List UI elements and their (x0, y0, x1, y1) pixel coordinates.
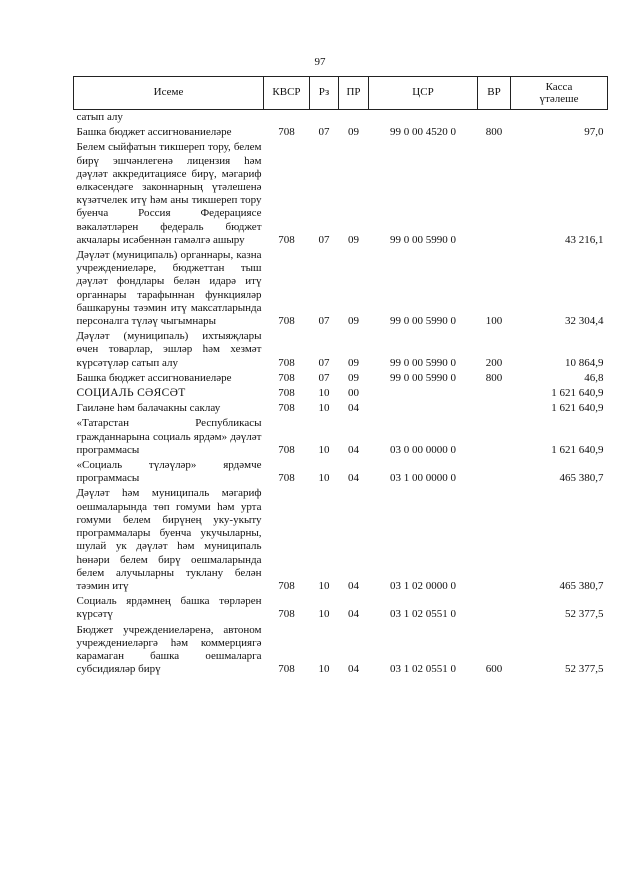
table-row (74, 458, 608, 486)
row-amount: 465 380,7 (559, 472, 604, 485)
row-pr: 09 (348, 371, 359, 384)
row-pr: 04 (348, 402, 359, 415)
row-csr: 03 1 02 0000 0 (390, 579, 456, 592)
row-rz: 10 (318, 443, 330, 456)
row-csr: 99 0 00 4520 0 (390, 126, 456, 139)
row-kvsr: 708 (278, 315, 295, 328)
row-name: СОЦИАЛЬ СӘЯСӘТ (76, 387, 186, 400)
row-name: сатып алу (76, 111, 123, 123)
row-vr: 800 (485, 371, 503, 384)
row-vr (478, 458, 511, 486)
row-pr: 09 (348, 315, 359, 328)
row-name: «Социаль түләүләр» ярдәмче программасы (76, 459, 262, 485)
table-row (74, 329, 608, 371)
row-kvsr: 708 (278, 126, 295, 139)
column-header-kassa (511, 77, 608, 110)
row-name: Башка бюджет ассигнованиеләре (76, 126, 232, 139)
row-csr: 03 1 02 0551 0 (390, 663, 456, 676)
row-csr (369, 401, 478, 416)
table-row (74, 386, 608, 401)
row-name: Башка бюджет ассигнованиеләре (76, 371, 232, 384)
row-kvsr: 708 (278, 387, 295, 400)
table-row-continuation (74, 110, 608, 126)
row-vr: 600 (485, 663, 503, 676)
row-pr: 04 (348, 579, 359, 592)
table-row (74, 623, 608, 678)
row-name: Дәүләт (муниципаль) ихтыяҗлары өчен товарлар, эшләр һәм хезмәт күрсәтүләр сатып алу (76, 330, 262, 369)
row-pr: 04 (348, 472, 359, 485)
row-csr: 03 1 02 0551 0 (390, 608, 456, 621)
row-kvsr: 708 (278, 402, 295, 415)
table-header-row (74, 77, 608, 110)
row-rz: 07 (318, 356, 330, 369)
column-header-csr: ЦСР (369, 77, 478, 110)
row-name: Гаиләне һәм балачакны саклау (76, 402, 221, 415)
row-csr: 99 0 00 5990 0 (390, 233, 456, 246)
row-name: Дәүләт һәм муниципаль мәгариф оешмаларында төп гомуми һәм урта гомуми белем бирүнең уку-укыту программалары буенча укучыларны, шулай ук дәүләт һәм муниципаль һөнәри белем бирү оешмаларында белем алучыларны туклану белән тәэмин итү (76, 487, 262, 592)
column-header-kassa-line2: үтәлеше (539, 93, 579, 105)
row-pr: 09 (348, 126, 359, 139)
row-name: «Татарстан Республикасы гражданнарына социаль ярдәм» дәүләт программасы (76, 417, 262, 456)
row-csr: 03 0 00 0000 0 (390, 443, 456, 456)
row-kvsr: 708 (278, 663, 295, 676)
row-vr (478, 386, 511, 401)
row-csr: 99 0 00 5990 0 (390, 371, 456, 384)
row-pr: 00 (348, 387, 359, 400)
row-amount: 52 377,5 (565, 608, 604, 621)
row-amount: 465 380,7 (559, 579, 604, 592)
table-row (74, 401, 608, 416)
row-rz: 07 (318, 126, 330, 139)
row-amount: 32 304,4 (565, 315, 604, 328)
row-vr (478, 416, 511, 458)
row-amount: 46,8 (584, 371, 604, 384)
row-amount: 1 621 640,9 (551, 402, 604, 415)
row-amount: 10 864,9 (565, 356, 604, 369)
row-name: Дәүләт (муниципаль) органнары, казна учреждениеләре, бюджеттан тыш дәүләт фондлары белән идарә итү органнары тарафыннан функцияләр башкаруны тәэмин итү максатларында персоналга түләү чыгымнары (76, 249, 262, 328)
row-amount: 52 377,5 (565, 663, 604, 676)
row-kvsr: 708 (278, 443, 295, 456)
row-rz: 10 (318, 387, 330, 400)
row-vr: 800 (485, 126, 503, 139)
row-csr (369, 386, 478, 401)
row-vr: 200 (485, 356, 503, 369)
column-header-rz: Рз (310, 77, 339, 110)
table-row (74, 125, 608, 140)
budget-table (73, 76, 608, 677)
row-vr (478, 401, 511, 416)
table-row (74, 140, 608, 248)
row-pr: 04 (348, 663, 359, 676)
row-kvsr: 708 (278, 472, 295, 485)
column-header-kvsr: КВСР (264, 77, 310, 110)
column-header-name: Исеме (74, 77, 264, 110)
row-name: Белем сыйфатын тикшереп тору, белем бирү эшчәнлегенә лицензия һәм дәүләт аккредитациясе бирү, мәгариф өлкәсендәге законнарның үтәлешенә күзәтчелек итү һәм аны тикшереп тору буенча Россия Федерациясе вәкаләтләрен федераль бюджет акчалары исәбеннән гамәлгә ашыру (76, 141, 262, 246)
table-row (74, 486, 608, 594)
row-rz: 07 (318, 315, 330, 328)
row-vr (478, 594, 511, 622)
column-header-kassa-line1: Касса (545, 81, 573, 93)
row-rz: 10 (318, 472, 330, 485)
row-rz: 10 (318, 663, 330, 676)
row-rz: 10 (318, 608, 330, 621)
row-amount: 43 216,1 (565, 233, 604, 246)
row-amount: 1 621 640,9 (551, 443, 604, 456)
row-pr: 04 (348, 608, 359, 621)
table-row (74, 594, 608, 622)
row-rz: 10 (318, 579, 330, 592)
page-number: 97 (314, 56, 326, 68)
row-rz: 10 (318, 402, 330, 415)
row-kvsr: 708 (278, 371, 295, 384)
row-csr: 99 0 00 5990 0 (390, 356, 456, 369)
column-header-vr: ВР (478, 77, 511, 110)
table-row (74, 371, 608, 386)
row-csr: 03 1 00 0000 0 (390, 472, 456, 485)
table-row (74, 248, 608, 329)
table-body (74, 110, 608, 678)
row-rz: 07 (318, 371, 330, 384)
row-pr: 04 (348, 443, 359, 456)
row-kvsr: 708 (278, 356, 295, 369)
column-header-pr: ПР (339, 77, 369, 110)
row-amount: 1 621 640,9 (551, 387, 604, 400)
row-vr (478, 486, 511, 594)
row-amount: 97,0 (584, 126, 604, 139)
table-row (74, 416, 608, 458)
row-name: Бюджет учреждениеләренә, автоном учреждениеләргә һәм коммерциягә карамаган башка оешмаларга субсидияләр бирү (76, 623, 262, 676)
row-kvsr: 708 (278, 608, 295, 621)
row-rz: 07 (318, 233, 330, 246)
row-vr (478, 140, 511, 248)
row-pr: 09 (348, 356, 359, 369)
row-pr: 09 (348, 233, 359, 246)
row-vr: 100 (485, 315, 503, 328)
row-csr: 99 0 00 5990 0 (390, 315, 456, 328)
row-name: Социаль ярдәмнең башка төрләрен күрсәтү (76, 595, 262, 621)
row-kvsr: 708 (278, 579, 295, 592)
row-kvsr: 708 (278, 233, 295, 246)
